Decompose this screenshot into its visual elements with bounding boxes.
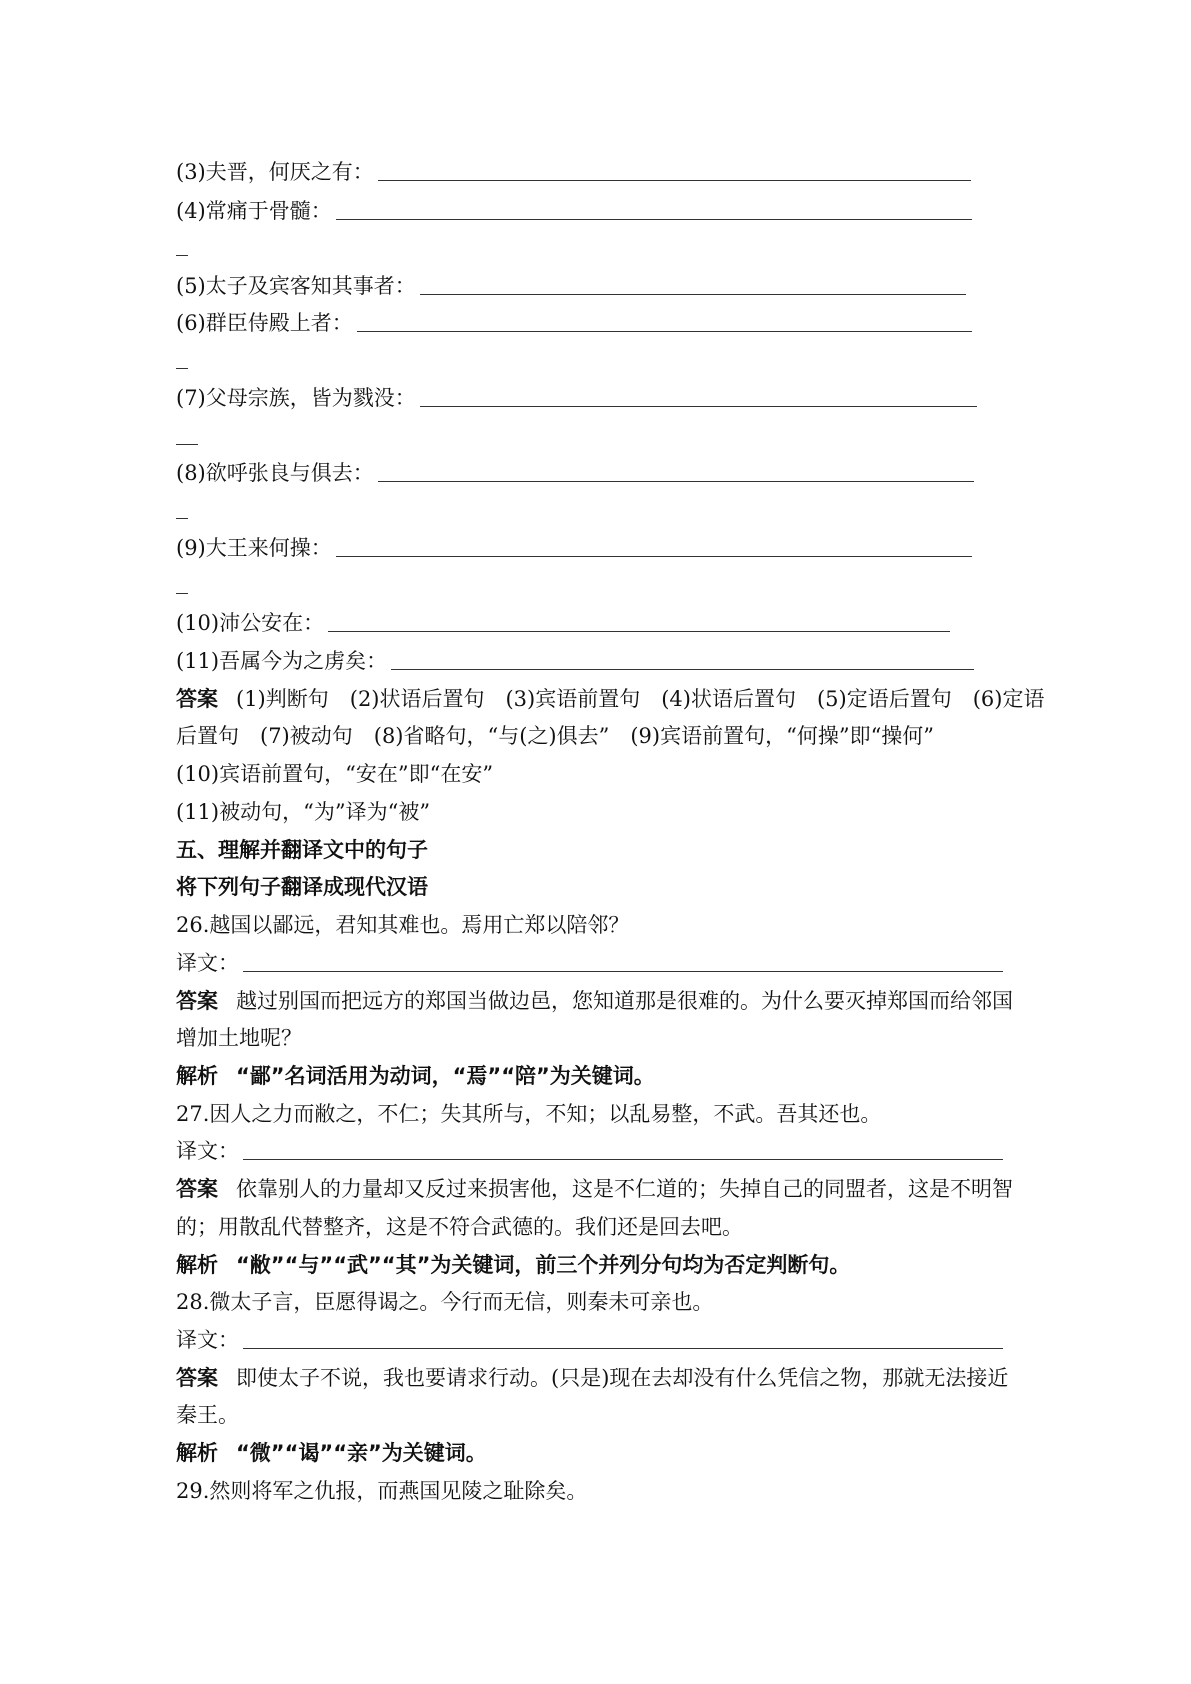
answer-blank[interactable] [420, 272, 966, 295]
answer-line: 的；用散乱代替整齐，这是不符合武德的。我们还是回去吧。 [176, 1215, 743, 1239]
answer-blank[interactable] [391, 647, 974, 670]
exercise-item [176, 608, 950, 638]
item-label: (5)太子及宾客知其事者： [176, 274, 416, 298]
answer-text: 依靠别人的力量却又反过来损害他，这是不仁道的；失掉自己的同盟者，这是不明智 [236, 1177, 1013, 1201]
answer-blank[interactable] [336, 534, 972, 557]
question-prompt: 27.因人之力而敝之，不仁；失其所与，不知；以乱易整，不武。吾其还也。 [176, 1102, 882, 1126]
answer-blank[interactable] [336, 197, 972, 220]
translation-row [176, 1136, 1003, 1166]
translation-row [176, 1325, 1003, 1355]
item-label: (10)沛公安在： [176, 611, 325, 635]
item-label: (4)常痛于骨髓： [176, 199, 332, 223]
answer-text: 越过别国而把远方的郑国当做边邑，您知道那是很难的。为什么要灭掉郑国而给邻国 [236, 989, 1013, 1013]
answer-line: (10)宾语前置句，“安在”即“在安” [176, 762, 494, 786]
translation-row [176, 948, 1003, 978]
answer-line [176, 986, 1013, 1016]
answer-keyword: 答案 [176, 1177, 218, 1201]
answer-text: (1)判断句 (2)状语后置句 (3)宾语前置句 (4)状语后置句 (5)定语后置句 (6)定语 [236, 687, 1045, 711]
exercise-item [176, 308, 972, 338]
translation-label: 译文： [176, 951, 239, 975]
section-instruction: 将下列句子翻译成现代汉语 [176, 875, 428, 899]
analysis-line [176, 1438, 487, 1468]
answer-line: 秦王。 [176, 1403, 239, 1427]
exercise-item [176, 157, 971, 187]
translation-label: 译文： [176, 1139, 239, 1163]
question-prompt: 26.越国以鄙远，君知其难也。焉用亡郑以陪邻？ [176, 913, 630, 937]
answer-line [176, 1174, 1013, 1204]
exercise-item [176, 458, 974, 488]
item-label: (3)夫晋，何厌之有： [176, 160, 374, 184]
answer-keyword: 答案 [176, 1366, 218, 1390]
analysis-keyword: 解析 [176, 1064, 218, 1088]
analysis-line [176, 1061, 655, 1091]
item-label: (8)欲呼张良与俱去： [176, 461, 374, 485]
blank-continuation [176, 444, 198, 445]
blank-continuation [176, 518, 188, 519]
item-label: (9)大王来何操： [176, 536, 332, 560]
exercise-item [176, 271, 966, 301]
item-label: (11)吾属今为之虏矣： [176, 649, 388, 673]
analysis-keyword: 解析 [176, 1253, 218, 1277]
exercise-item [176, 196, 972, 226]
exercise-item [176, 383, 977, 413]
item-label: (6)群臣侍殿上者： [176, 311, 353, 335]
question-prompt: 29.然则将军之仇报，而燕国见陵之耻除矣。 [176, 1479, 588, 1503]
section-heading: 五、理解并翻译文中的句子 [176, 838, 428, 862]
item-label: (7)父母宗族，皆为戮没： [176, 386, 416, 410]
analysis-text: “鄙”名词活用为动词，“焉”“陪”为关键词。 [236, 1064, 655, 1088]
analysis-text: “敝”“与”“武”“其”为关键词，前三个并列分句均为否定判断句。 [236, 1253, 851, 1277]
analysis-keyword: 解析 [176, 1441, 218, 1465]
answer-blank[interactable] [328, 609, 950, 632]
answer-blank[interactable] [420, 384, 977, 407]
question-prompt: 28.微太子言，臣愿得谒之。今行而无信，则秦未可亲也。 [176, 1290, 714, 1314]
answer-line [176, 684, 1044, 714]
analysis-text: “微”“谒”“亲”为关键词。 [236, 1441, 487, 1465]
answer-keyword: 答案 [176, 687, 218, 711]
exercise-item [176, 533, 972, 563]
answer-blank[interactable] [357, 309, 972, 332]
translation-label: 译文： [176, 1328, 239, 1352]
answer-keyword: 答案 [176, 989, 218, 1013]
answer-line: (11)被动句，“为”译为“被” [176, 800, 431, 824]
translation-blank[interactable] [243, 1137, 1003, 1160]
blank-continuation [176, 593, 188, 594]
translation-blank[interactable] [243, 1326, 1003, 1349]
exercise-item [176, 646, 974, 676]
blank-continuation [176, 255, 188, 256]
answer-text: 即使太子不说，我也要请求行动。(只是)现在去却没有什么凭信之物，那就无法接近 [236, 1366, 1009, 1390]
answer-line: 后置句 (7)被动句 (8)省略句，“与(之)俱去” (9)宾语前置句，“何操”即“操何” [176, 724, 935, 748]
blank-continuation [176, 368, 188, 369]
translation-blank[interactable] [243, 949, 1003, 972]
answer-line [176, 1363, 1008, 1393]
answer-line: 增加土地呢？ [176, 1026, 302, 1050]
answer-blank[interactable] [378, 459, 974, 482]
answer-blank[interactable] [378, 158, 971, 181]
analysis-line [176, 1250, 850, 1280]
